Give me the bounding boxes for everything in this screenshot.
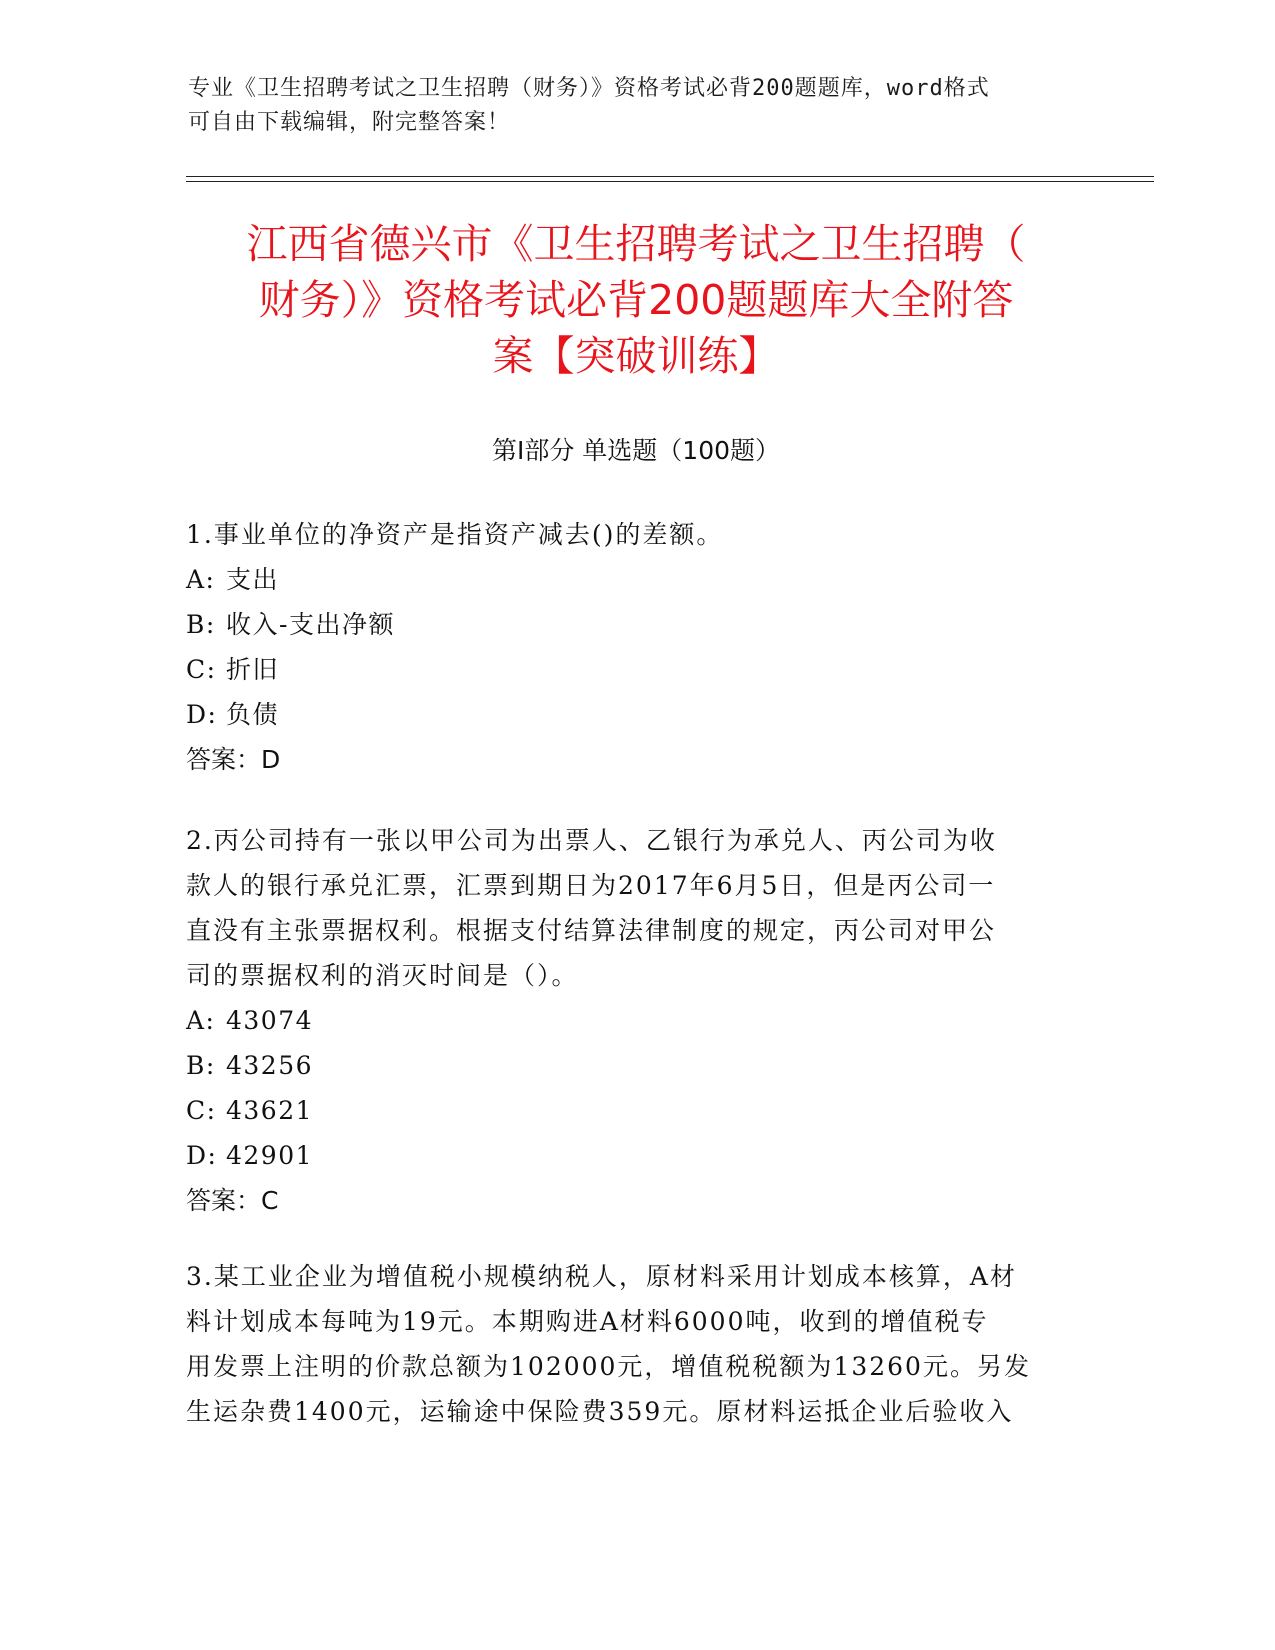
option-letter: A: bbox=[186, 1006, 216, 1035]
question-stem: 1.事业单位的净资产是指资产减去()的差额。 bbox=[186, 520, 724, 549]
option-text: 支出 bbox=[226, 565, 280, 594]
option-letter: A: bbox=[186, 565, 216, 594]
question-stem-line: 直没有主张票据权利。根据支付结算法律制度的规定，丙公司对甲公 bbox=[186, 916, 997, 945]
option-text: 42901 bbox=[226, 1141, 314, 1170]
question-stem-line: 料计划成本每吨为19元。本期购进A材料6000吨，收到的增值税专 bbox=[186, 1307, 989, 1336]
answer: 答案：C bbox=[186, 1186, 279, 1215]
question-stem-line: 司的票据权利的消灭时间是（）。 bbox=[186, 961, 579, 990]
header-note-line-2: 可自由下载编辑，附完整答案！ bbox=[188, 110, 511, 135]
question-3 bbox=[186, 1254, 1066, 1434]
document-title-line-2: 财务）》资格考试必背200题题库大全附答 bbox=[258, 276, 1014, 324]
header-rule-top bbox=[186, 176, 1154, 177]
option-text: 收入-支出净额 bbox=[226, 610, 395, 639]
header-rule-bottom bbox=[186, 181, 1154, 182]
option-text: 43621 bbox=[226, 1096, 314, 1125]
option-letter: B: bbox=[186, 610, 216, 639]
question-stem-line: 3.某工业企业为增值税小规模纳税人，原材料采用计划成本核算，A材 bbox=[186, 1262, 1017, 1291]
question-stem-line: 用发票上注明的价款总额为102000元，增值税税额为13260元。另发 bbox=[186, 1352, 1031, 1381]
option-letter: C: bbox=[186, 1096, 217, 1125]
option-text: 折旧 bbox=[226, 655, 280, 684]
option-text: 负债 bbox=[226, 700, 280, 729]
document-title-line-1: 江西省德兴市《卫生招聘考试之卫生招聘（ bbox=[246, 220, 1026, 268]
question-2 bbox=[186, 818, 1066, 1223]
option-letter: C: bbox=[186, 655, 217, 684]
section-title: 第Ⅰ部分 单选题（100题） bbox=[491, 436, 781, 465]
option-letter: D: bbox=[186, 700, 218, 729]
option-d bbox=[186, 692, 1066, 737]
option-c bbox=[186, 647, 1066, 692]
option-letter: D: bbox=[186, 1141, 218, 1170]
question-stem-line: 2.丙公司持有一张以甲公司为出票人、乙银行为承兑人、丙公司为收 bbox=[186, 826, 997, 855]
question-1 bbox=[186, 512, 1066, 782]
question-stem-line: 款人的银行承兑汇票，汇票到期日为2017年6月5日，但是丙公司一 bbox=[186, 871, 996, 900]
option-letter: B: bbox=[186, 1051, 216, 1080]
option-a bbox=[186, 998, 1066, 1043]
option-b bbox=[186, 602, 1066, 647]
option-c bbox=[186, 1088, 1066, 1133]
header-note-line-1: 专业《卫生招聘考试之卫生招聘（财务）》资格考试必背200题题库，word格式 bbox=[188, 76, 990, 101]
question-stem-line: 生运杂费1400元，运输途中保险费359元。原材料运抵企业后验收入 bbox=[186, 1397, 1014, 1426]
option-a bbox=[186, 557, 1066, 602]
document-title-line-3: 案【突破训练】 bbox=[492, 332, 780, 380]
option-text: 43074 bbox=[226, 1006, 314, 1035]
document-title bbox=[186, 216, 1086, 384]
answer: 答案：D bbox=[186, 745, 281, 774]
header-note bbox=[188, 72, 1068, 140]
option-d bbox=[186, 1133, 1066, 1178]
option-b bbox=[186, 1043, 1066, 1088]
option-text: 43256 bbox=[226, 1051, 314, 1080]
